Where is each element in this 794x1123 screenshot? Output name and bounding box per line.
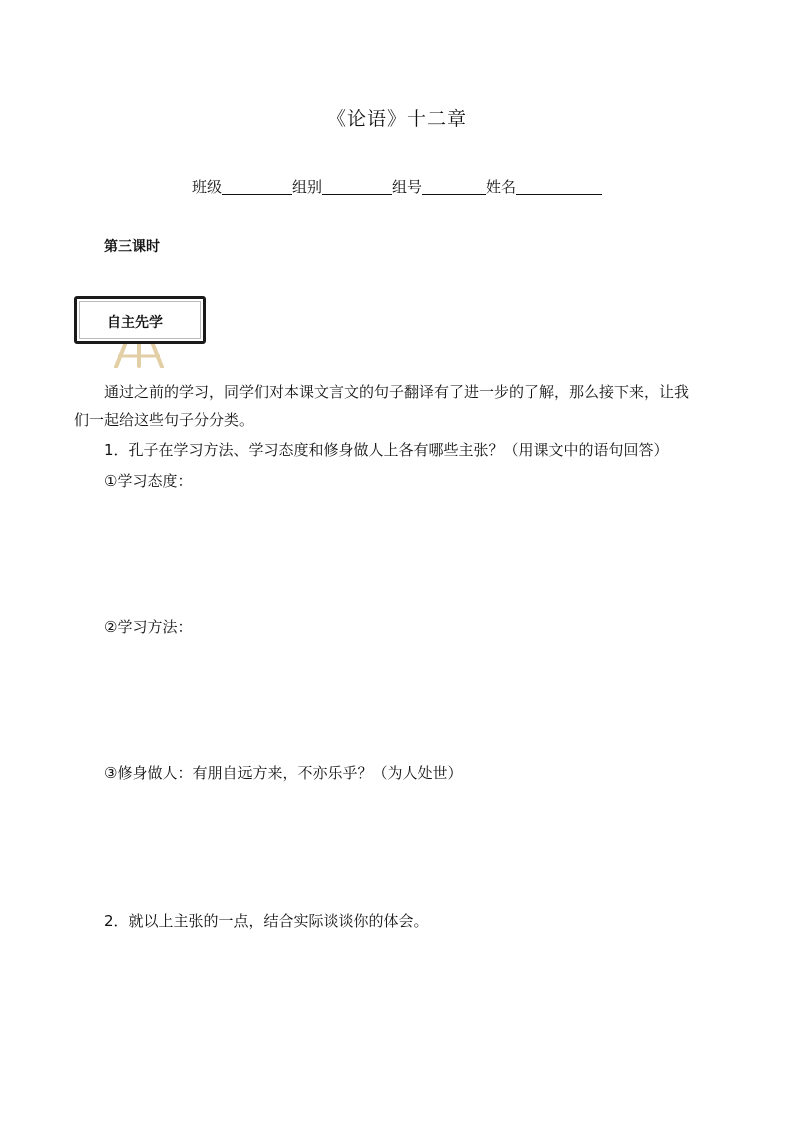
question-1: 1．孔子在学习方法、学习态度和修身做人上各有哪些主张？（用课文中的语句回答） [104, 441, 669, 459]
number-label: 组号 [392, 178, 423, 196]
name-blank[interactable] [516, 178, 602, 195]
easel-icon [104, 342, 174, 368]
class-label: 班级 [191, 178, 222, 196]
page-title: 《论语》十二章 [326, 108, 467, 130]
intro-line-1: 通过之前的学习，同学们对本课文言文的句子翻译有了进一步的了解，那么接下来，让我 [104, 383, 690, 401]
question-1-a: ①学习态度： [104, 472, 193, 490]
intro-line-2: 们一起给这些句子分分类。 [74, 411, 255, 429]
group-label: 组别 [291, 178, 322, 196]
section-board [74, 296, 206, 344]
lesson-label: 第三课时 [104, 239, 160, 255]
section-label: 自主先学 [107, 315, 163, 331]
question-2: 2．就以上主张的一点，结合实际谈谈你的体会。 [104, 912, 429, 930]
question-1-c: ③修身做人：有朋自远方来，不亦乐乎？（为人处世） [104, 764, 463, 782]
student-info-line [0, 176, 794, 197]
question-1-b: ②学习方法： [104, 618, 193, 636]
number-blank[interactable] [422, 178, 486, 195]
group-blank[interactable] [322, 178, 392, 195]
name-label: 姓名 [486, 178, 517, 196]
class-blank[interactable] [222, 178, 292, 195]
